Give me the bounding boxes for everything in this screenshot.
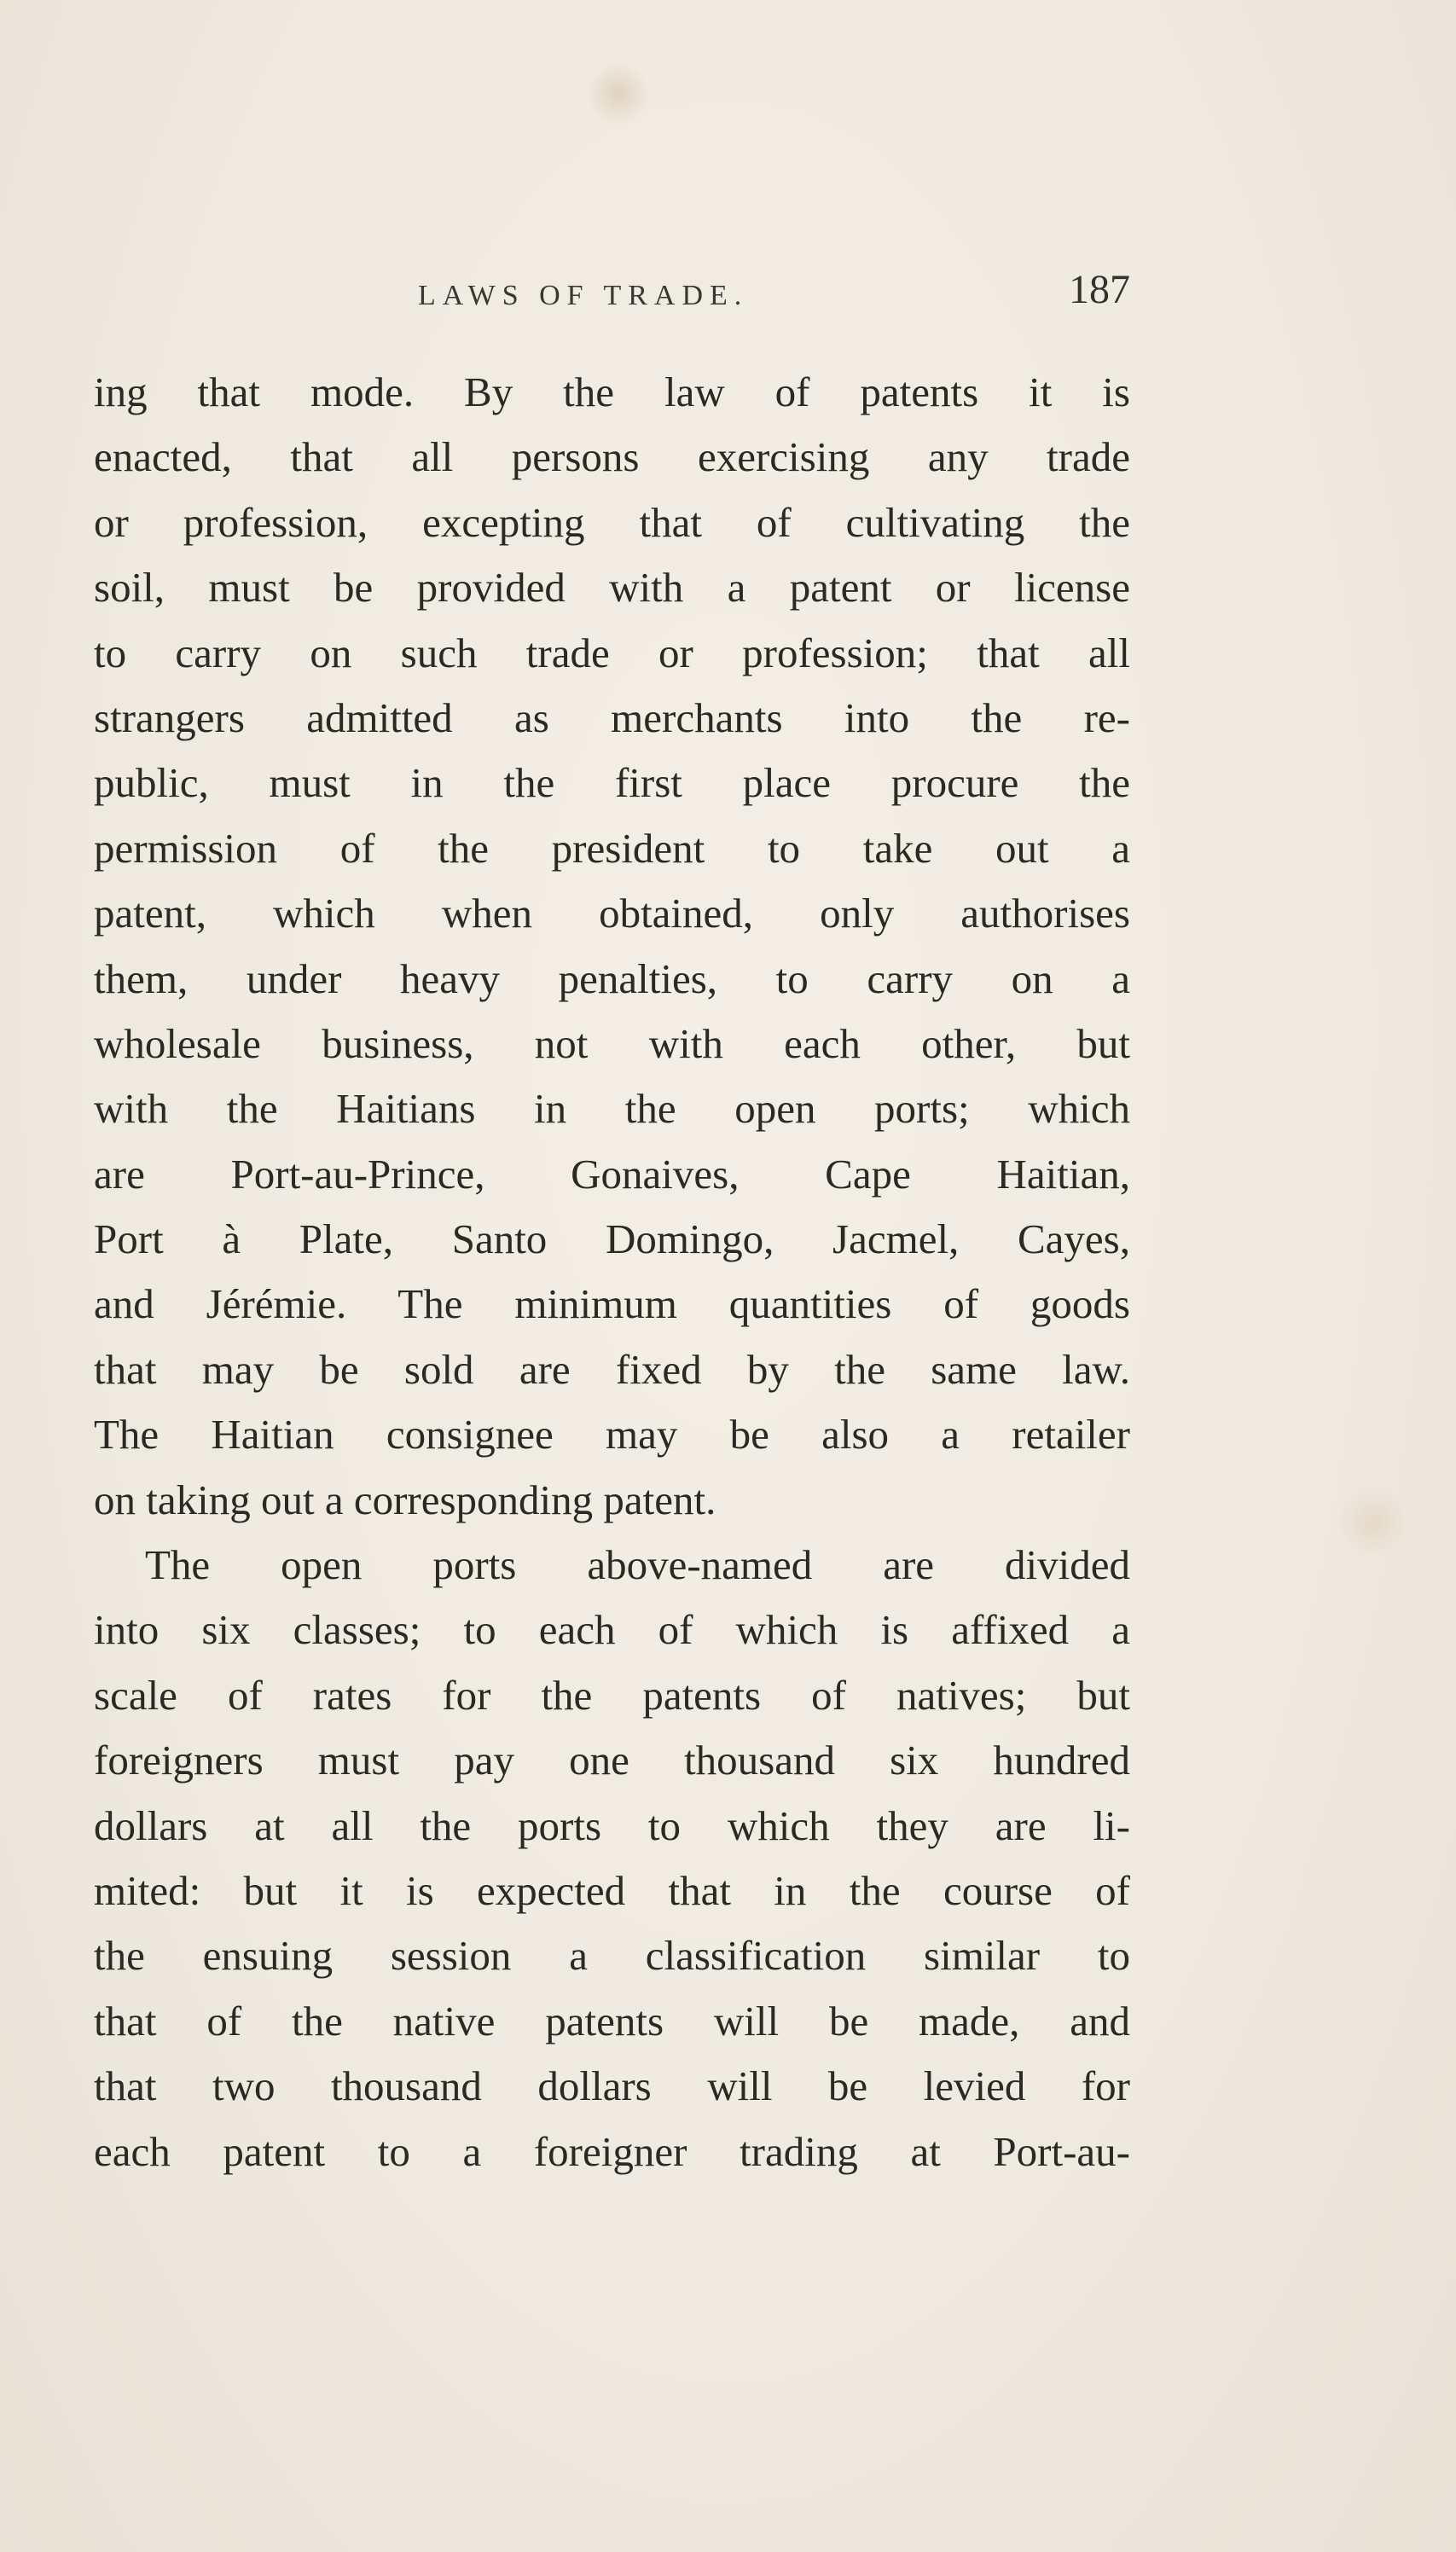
text-line: into six classes; to each of which is affixed a: [94, 1606, 1130, 1654]
text-line: to carry on such trade or profession; that all: [94, 629, 1130, 676]
running-head: [94, 266, 1130, 326]
text-line: soil, must be provided with a patent or license: [94, 564, 1130, 612]
text-line: Port à Plate, Santo Domingo, Jacmel, Cayes,: [94, 1215, 1130, 1263]
text-line: ing that mode. By the law of patents it is: [94, 368, 1130, 415]
text-line: with the Haitians in the open ports; which: [94, 1085, 1130, 1133]
foxing-stain: [589, 60, 648, 128]
text-line: them, under heavy penalties, to carry on a: [94, 954, 1130, 1002]
text-line: each patent to a foreigner trading at Port-au-: [94, 2127, 1130, 2175]
foxing-stain: [1339, 1484, 1407, 1561]
text-line: dollars at all the ports to which they are li-: [94, 1801, 1130, 1849]
text-line: The open ports above-named are divided: [145, 1541, 1130, 1589]
text-line: that may be sold are fixed by the same law.: [94, 1345, 1130, 1393]
text-line: that of the native patents will be made, and: [94, 1997, 1130, 2044]
text-line: permission of the president to take out a: [94, 824, 1130, 872]
text-line: strangers admitted as merchants into the re-: [94, 693, 1130, 741]
text-line: scale of rates for the patents of natives; but: [94, 1671, 1130, 1719]
page-number: 187: [1069, 267, 1130, 312]
text-line: patent, which when obtained, only authorises: [94, 890, 1130, 937]
text-line: are Port-au-Prince, Gonaives, Cape Haitian,: [94, 1150, 1130, 1198]
text-line: public, must in the first place procure the: [94, 759, 1130, 807]
paragraph: [94, 360, 1130, 1533]
text-line: on taking out a corresponding patent.: [94, 1476, 716, 1523]
text-line: and Jérémie. The minimum quantities of goods: [94, 1280, 1130, 1328]
text-line: enacted, that all persons exercising any trade: [94, 433, 1130, 481]
text-line: The Haitian consignee may be also a retailer: [94, 1411, 1130, 1459]
text-line: or profession, excepting that of cultivating the: [94, 498, 1130, 546]
text-line: the ensuing session a classification similar to: [94, 1932, 1130, 1980]
body-text: [94, 360, 1130, 2184]
text-line: wholesale business, not with each other, but: [94, 1019, 1130, 1067]
text-line: that two thousand dollars will be levied for: [94, 2062, 1130, 2110]
text-line: mited: but it is expected that in the course of: [94, 1866, 1130, 1914]
paragraph: [94, 1533, 1130, 2184]
text-line: foreigners must pay one thousand six hundred: [94, 1737, 1130, 1784]
running-title: LAWS OF TRADE.: [418, 280, 749, 311]
